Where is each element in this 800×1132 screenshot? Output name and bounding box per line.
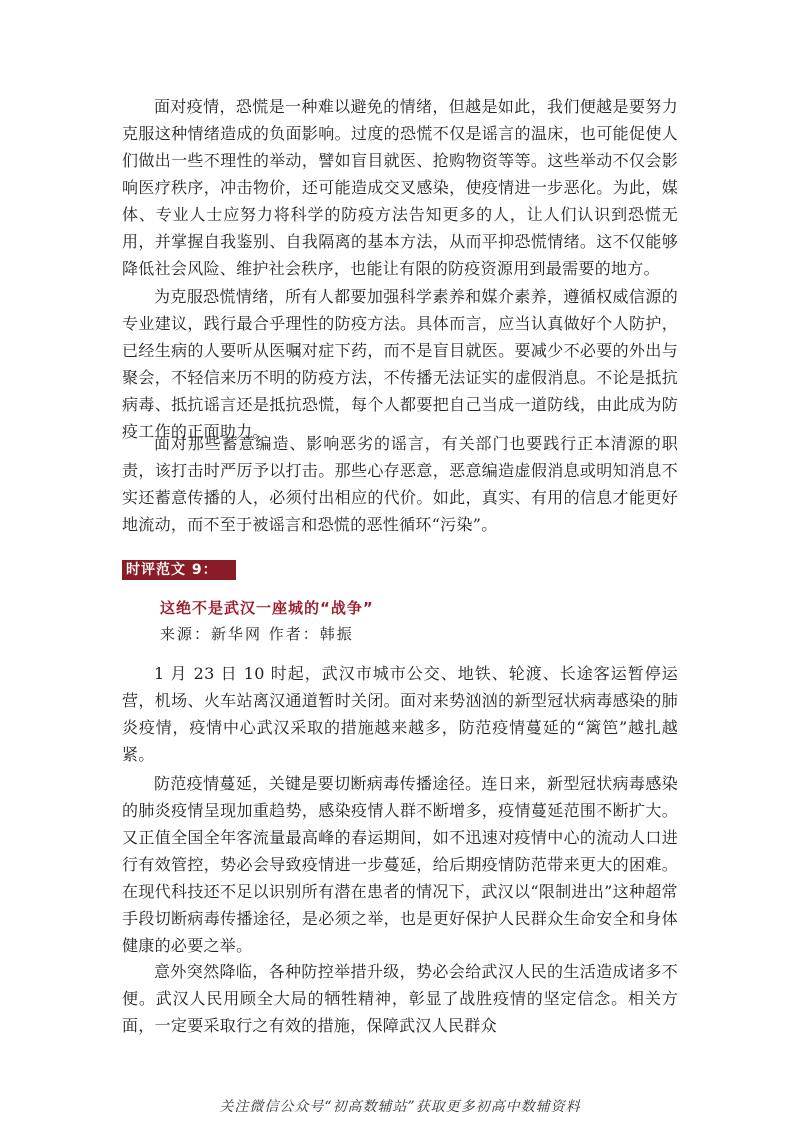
- section-tag: 时评范文 9：: [122, 560, 236, 580]
- paragraph-text: 面对疫情，恐慌是一种难以避免的情绪，但越是如此，我们便越是要努力克服这种情绪造成的负面影响。过度的恐慌不仅是谣言的温床，也可能促使人们做出一些不理性的举动，譬如盲目就医、抢购物资等等。这些举动不仅会影响医疗秩序，冲击物价，还可能造成交叉感染，使疫情进一步恶化。为此，媒体、专业人士应努力将科学的防疫方法告知更多的人，让人们认识到恐慌无用，并掌握自我鉴别、自我隔离的基本方法，从而平抑恐慌情绪。这不仅能够降低社会风险、维护社会秩序，也能让有限的防疫资源用到最需要的地方。: [122, 97, 678, 278]
- body-paragraph-3: [122, 430, 678, 538]
- paragraph-text: 防范疫情蔓延，关键是要切断病毒传播途径。连日来，新型冠状病毒感染的肺炎疫情呈现加重趋势，感染疫情人群不断增多，疫情蔓延范围不断扩大。又正值全国全年客流量最高峰的春运期间，如不迅速对疫情中心的流动人口进行有效管控，势必会导致疫情进一步蔓延，给后期疫情防范带来更大的困难。在现代科技还不足以识别所有潜在患者的情况下，武汉以“限制进出”这种超常手段切断病毒传播途径，是必须之举，也是更好保护人民群众生命安全和身体健康的必要之举。: [122, 774, 678, 955]
- article-paragraph-1: [122, 660, 678, 768]
- paragraph-text: 1 月 23 日 10 时起，武汉市城市公交、地铁、轮渡、长途客运暂停运营，机场、火车站离汉通道暂时关闭。面对来势汹汹的新型冠状病毒感染的肺炎疫情，疫情中心武汉采取的措施越来越多，防范疫情蔓延的“篱笆”越扎越紧。: [122, 664, 678, 764]
- paragraph-text: 意外突然降临，各种防控举措升级，势必会给武汉人民的生活造成诸多不便。武汉人民用顾全大局的牺牲精神，彰显了战胜疫情的坚定信念。相关方面，一定要采取行之有效的措施，保障武汉人民群众: [122, 962, 678, 1035]
- body-paragraph-2: [122, 283, 678, 445]
- page-footer: 关注微信公众号“初高数辅站”获取更多初高中数辅资料: [219, 1099, 581, 1115]
- paragraph-text: 面对那些蓄意编造、影响恶劣的谣言，有关部门也要践行正本清源的职责，该打击时严厉予以打击。那些心存恶意，恶意编造虚假消息或明知消息不实还蓄意传播的人，必须付出相应的代价。如此，真实、有用的信息才能更好地流动，而不至于被谣言和恐慌的恶性循环“污染”。: [122, 434, 678, 534]
- article-source: 来源：新华网 作者：韩振: [160, 625, 354, 643]
- body-paragraph-1: [122, 93, 678, 282]
- article-paragraph-2: [122, 770, 678, 959]
- article-title: 这绝不是武汉一座城的“战争”: [160, 599, 374, 617]
- article-paragraph-3: [122, 958, 678, 1039]
- paragraph-text: 为克服恐慌情绪，所有人都要加强科学素养和媒介素养，遵循权威信源的专业建议，践行最合乎理性的防疫方法。具体而言，应当认真做好个人防护，已经生病的人要听从医嘱对症下药，而不是盲目就医。要减少不必要的外出与聚会，不轻信来历不明的防疫方法，不传播无法证实的虚假消息。不论是抵抗病毒、抵抗谣言还是抵抗恐慌，每个人都要把自己当成一道防线，由此成为防疫工作的正面助力。: [122, 287, 678, 441]
